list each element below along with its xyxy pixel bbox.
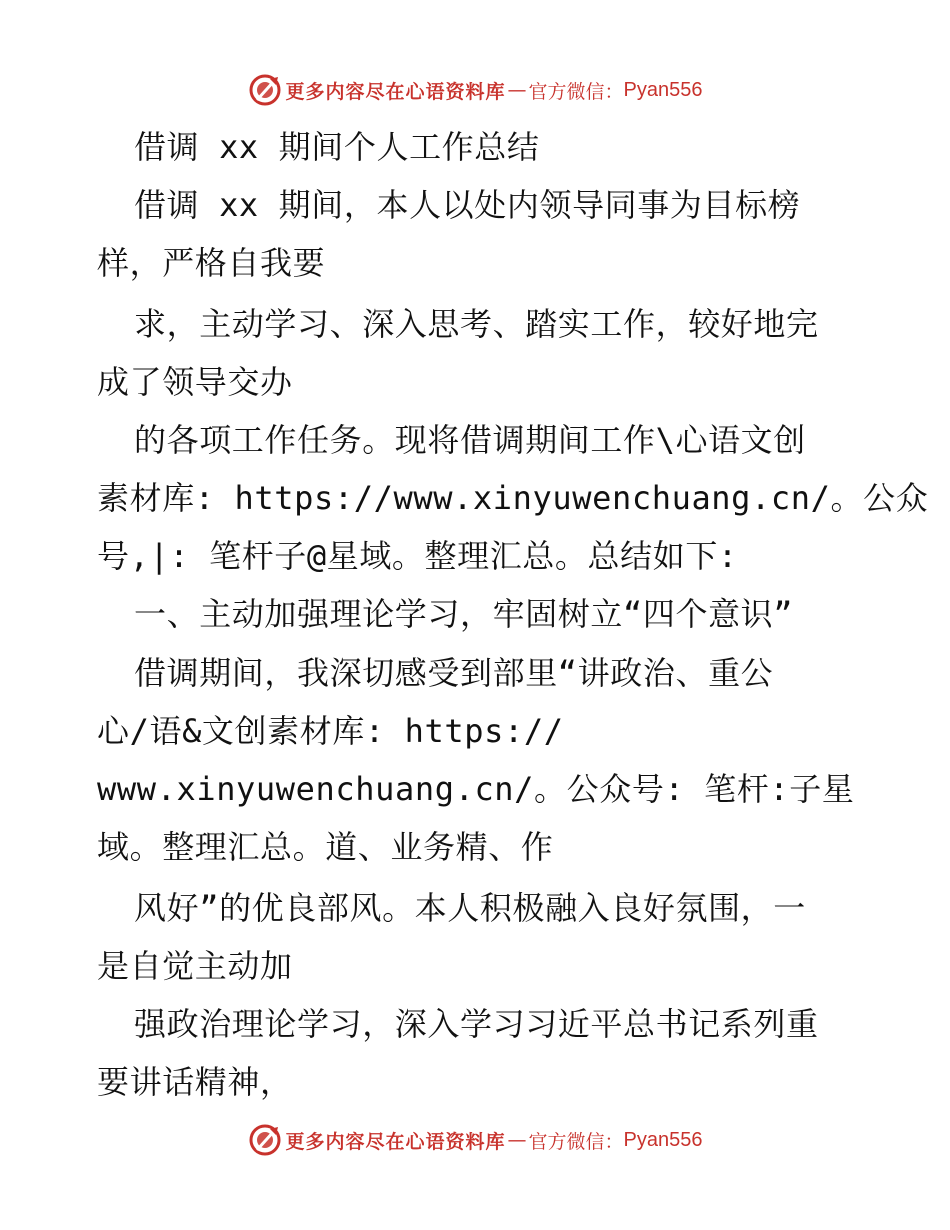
text-line: 成了领导交办 [97, 363, 293, 401]
text-line: 要讲话精神， [97, 1063, 293, 1101]
header-banner-id: Pyan556 [623, 78, 703, 101]
header-banner-sub: 官方微信： [528, 80, 624, 103]
footer-banner-main: 更多内容尽在心语资料库 [285, 1130, 506, 1153]
text-line: 强政治理论学习，深入学习习近平总书记系列重 [134, 1005, 819, 1043]
text-line: 是自觉主动加 [97, 947, 293, 985]
text-line: 求，主动学习、深入思考、踏实工作，较好地完 [134, 305, 819, 343]
text-line: 素材库: https://www.xinyuwenchuang.cn/。公众 [97, 479, 929, 517]
header-banner-dash: — [507, 79, 527, 101]
pen-logo-icon [248, 1123, 282, 1157]
document-title: 借调 xx 期间个人工作总结 [134, 128, 540, 166]
text-line: 风好”的优良部风。本人积极融入良好氛围，一 [134, 889, 806, 927]
text-line: 号,|: 笔杆子@星域。整理汇总。总结如下: [97, 537, 738, 575]
header-banner [0, 70, 950, 110]
text-line: www.xinyuwenchuang.cn/。公众号: 笔杆:子星 [97, 770, 855, 808]
text-line: 样，严格自我要 [97, 244, 326, 282]
footer-banner-sub: 官方微信： [528, 1130, 624, 1153]
text-line: 的各项工作任务。现将借调期间工作\心语文创 [134, 421, 806, 459]
section-heading: 一、主动加强理论学习，牢固树立“四个意识” [134, 595, 794, 633]
text-line: 心/语&文创素材库: https:// [97, 712, 564, 750]
text-line: 借调期间，我深切感受到部里“讲政治、重公 [134, 654, 774, 692]
header-banner-main: 更多内容尽在心语资料库 [285, 80, 506, 103]
text-line: 借调 xx 期间，本人以处内领导同事为目标榜 [134, 186, 801, 224]
footer-banner-id: Pyan556 [623, 1128, 703, 1151]
footer-banner-dash: — [507, 1129, 527, 1151]
pen-logo-icon [248, 73, 282, 107]
text-line: 域。整理汇总。道、业务精、作 [97, 828, 554, 866]
footer-banner [0, 1120, 950, 1160]
